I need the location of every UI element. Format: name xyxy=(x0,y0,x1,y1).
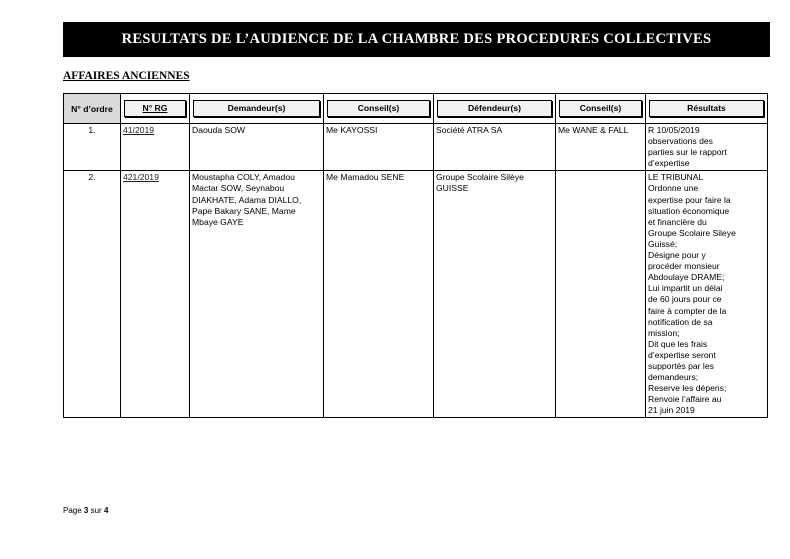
resultats-line: observations des xyxy=(648,136,713,147)
cell-rg xyxy=(121,124,190,171)
page-footer xyxy=(63,506,108,515)
demandeur-line: Pape Bakary SANE, Mame xyxy=(192,205,296,216)
section-heading: AFFAIRES ANCIENNES xyxy=(63,70,190,82)
cell-conseil-2: Me WANE & FALL xyxy=(556,124,646,171)
resultats-line: parties sur le rapport xyxy=(648,147,727,158)
header-defendeur-label: Défendeur(s) xyxy=(437,100,552,117)
cell-ordre: 2. xyxy=(64,171,121,418)
resultats-line: d’expertise seront xyxy=(648,349,716,360)
header-ordre xyxy=(64,94,121,124)
demandeur-line: Moustapha COLY, Amadou xyxy=(192,172,295,183)
cell-resultats xyxy=(646,124,768,171)
resultats-line: Ordonne une xyxy=(648,183,699,194)
header-resultats-label: Résultats xyxy=(649,100,764,117)
table-header-row xyxy=(64,94,768,124)
resultats-line: Groupe Scolaire Sileye xyxy=(648,227,736,238)
cell-conseil-1: Me KAYOSSI xyxy=(324,124,434,171)
resultats-line: Reserve les dépens; xyxy=(648,383,727,394)
resultats-line: R 10/05/2019 xyxy=(648,125,700,135)
cell-defendeur: Société ATRA SA xyxy=(434,124,556,171)
demandeur-line: Mactar SOW, Seynabou xyxy=(192,183,285,194)
cell-ordre: 1. xyxy=(64,124,121,171)
cell-conseil-2 xyxy=(556,171,646,418)
header-conseil-1-label: Conseil(s) xyxy=(327,100,430,117)
rg-number: 421/2019 xyxy=(123,172,159,183)
resultats-line: Lui impartit un délai xyxy=(648,283,723,294)
resultats-line: 21 juin 2019 xyxy=(648,405,695,416)
footer-current-page: 3 xyxy=(83,506,89,515)
demandeur-line: Mbaye GAYE xyxy=(192,216,244,227)
header-defendeur xyxy=(434,94,556,124)
header-ordre-label: N° d’ordre xyxy=(71,103,113,114)
resultats-line: procéder monsieur xyxy=(648,261,720,272)
header-demandeur-label: Demandeur(s) xyxy=(193,100,320,117)
header-conseil-2 xyxy=(556,94,646,124)
header-rg-label: N° RG xyxy=(124,100,186,117)
resultats-line: Désigne pour y xyxy=(648,250,706,261)
footer-separator: sur xyxy=(90,506,102,515)
resultats-line: mission; xyxy=(648,327,680,338)
resultats-line: supportés par les xyxy=(648,360,714,371)
document-title: RESULTATS DE L’AUDIENCE DE LA CHAMBRE DES PROCEDURES COLLECTIVES xyxy=(63,22,770,57)
cell-defendeur xyxy=(434,171,556,418)
cell-conseil-1: Me Mamadou SENE xyxy=(324,171,434,418)
footer-prefix: Page xyxy=(63,506,82,515)
defendeur-line: Groupe Scolaire Silèye xyxy=(436,172,524,183)
cell-rg xyxy=(121,171,190,418)
header-conseil-2-label: Conseil(s) xyxy=(559,100,642,117)
header-rg xyxy=(121,94,190,124)
header-resultats xyxy=(646,94,768,124)
header-conseil-1 xyxy=(324,94,434,124)
resultats-line: expertise pour faire la xyxy=(648,194,731,205)
results-table xyxy=(63,93,768,418)
resultats-line: demandeurs; xyxy=(648,372,699,383)
resultats-line: d’expertise xyxy=(648,158,690,169)
resultats-line: situation économique xyxy=(648,205,730,216)
resultats-line: Abdoulaye DRAME; xyxy=(648,272,725,283)
resultats-line: faire à compter de la xyxy=(648,305,727,316)
footer-total-pages: 4 xyxy=(103,506,109,515)
cell-demandeur xyxy=(190,171,324,418)
resultats-line: notification de sa xyxy=(648,316,713,327)
table-row xyxy=(64,124,768,171)
cell-resultats xyxy=(646,171,768,418)
defendeur-line: GUISSE xyxy=(436,183,469,194)
resultats-line: et financière du xyxy=(648,216,707,227)
resultats-line: Guissé; xyxy=(648,238,678,249)
header-demandeur xyxy=(190,94,324,124)
demandeur-line: DIAKHATE, Adama DIALLO, xyxy=(192,194,302,205)
rg-number: 41/2019 xyxy=(123,125,155,135)
resultats-line: Dit que les frais xyxy=(648,338,708,349)
cell-demandeur: Daouda SOW xyxy=(190,124,324,171)
resultats-line: de 60 jours pour ce xyxy=(648,294,722,305)
table-row xyxy=(64,171,768,418)
resultats-line: LE TRIBUNAL xyxy=(648,172,704,183)
resultats-line: Renvoie l’affaire au xyxy=(648,394,722,405)
